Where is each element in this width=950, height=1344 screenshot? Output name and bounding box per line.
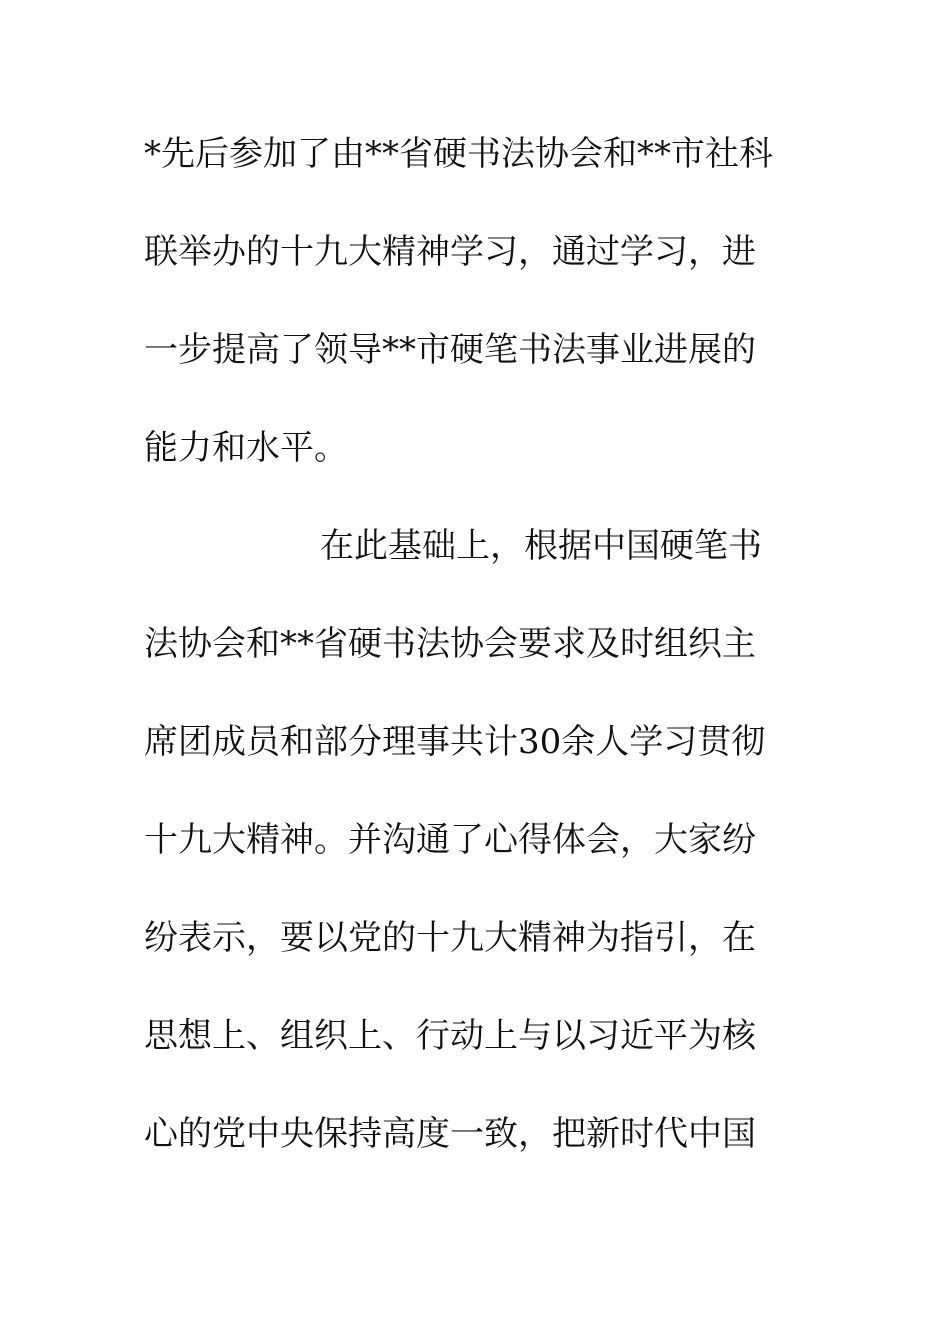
text-line-1: *先后参加了由**省硬书法协会和**市社科: [144, 134, 773, 174]
text-line-2: 联举办的十九大精神学习，通过学习，进: [144, 232, 756, 272]
text-line-6: 法协会和**省硬书法协会要求及时组织主: [144, 624, 756, 664]
text-line-7: 席团成员和部分理事共计30余人学习贯彻: [144, 722, 766, 762]
text-line-10: 思想上、组织上、行动上与以习近平为核: [144, 1016, 756, 1056]
text-line-5-paragraph-start: 在此基础上，根据中国硬笔书: [320, 526, 762, 566]
text-line-3: 一步提高了领导**市硬笔书法事业进展的: [144, 330, 756, 370]
text-line-9: 纷表示，要以党的十九大精神为指引，在: [144, 918, 756, 958]
text-line-11: 心的党中央保持高度一致，把新时代中国: [144, 1114, 756, 1154]
text-line-4: 能力和水平。: [144, 428, 348, 468]
text-line-8: 十九大精神。并沟通了心得体会，大家纷: [144, 820, 756, 860]
